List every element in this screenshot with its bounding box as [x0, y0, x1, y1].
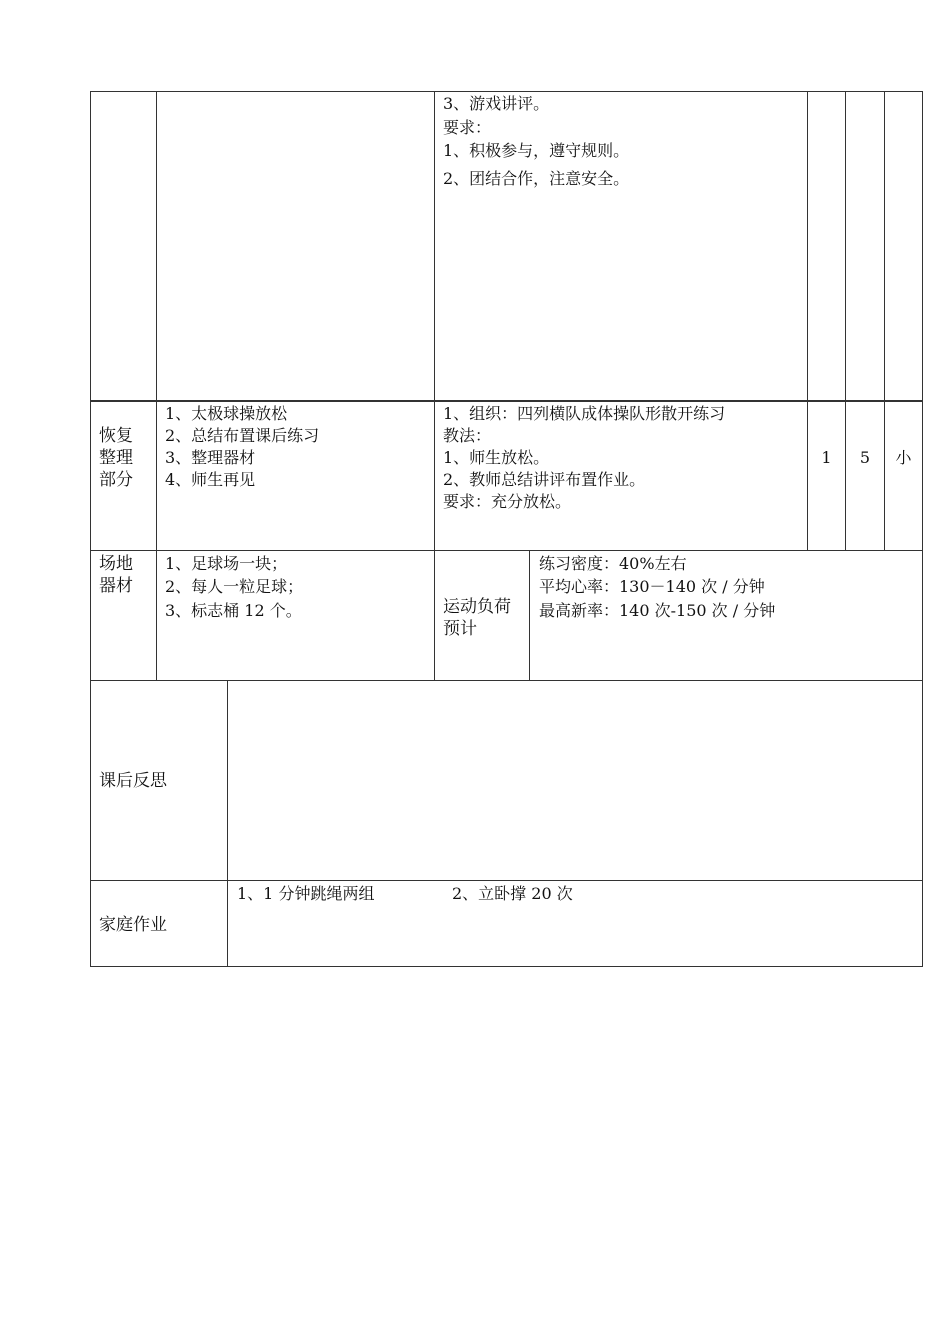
table-border: [90, 91, 922, 92]
recovery-intensity: 小: [895, 448, 912, 467]
recovery-count: 1: [821, 448, 832, 467]
recovery-label: 部分: [99, 470, 133, 490]
recovery-method-line: 2、教师总结讲评布置作业。: [443, 470, 646, 489]
recovery-label: 恢复: [99, 426, 133, 446]
table-border: [845, 91, 846, 550]
method-line: 2、团结合作，注意安全。: [443, 169, 630, 188]
venue-content-line: 2、每人一粒足球；: [165, 577, 304, 596]
table-border: [156, 91, 157, 680]
venue-content-line: 3、标志桶 12 个。: [165, 601, 302, 620]
load-label: 运动负荷: [443, 597, 511, 617]
recovery-method-line: 1、组织：四列横队成体操队形散开练习: [443, 404, 726, 423]
method-line: 1、积极参与，遵守规则。: [443, 141, 630, 160]
venue-label: 器材: [99, 576, 133, 596]
table-border: [90, 966, 922, 967]
homework-item: 2、立卧撑 20 次: [452, 884, 573, 903]
load-line: 练习密度：40%左右: [539, 554, 687, 573]
table-border: [90, 880, 922, 881]
table-border: [807, 91, 808, 550]
table-border: [90, 680, 922, 681]
homework-label: 家庭作业: [99, 915, 167, 935]
table-border: [227, 680, 228, 967]
load-line: 平均心率：130－140 次 / 分钟: [539, 577, 765, 596]
homework-item: 1、1 分钟跳绳两组: [237, 884, 375, 903]
method-line: 要求：: [443, 118, 492, 137]
recovery-content-line: 3、整理器材: [165, 448, 256, 467]
table-border: [90, 400, 922, 402]
load-label: 预计: [443, 619, 477, 639]
table-border: [90, 550, 922, 551]
table-border: [529, 550, 530, 680]
recovery-content-line: 1、太极球操放松: [165, 404, 288, 423]
recovery-label: 整理: [99, 448, 133, 468]
recovery-method-line: 1、师生放松。: [443, 448, 550, 467]
venue-label: 场地: [99, 554, 133, 574]
table-border: [884, 91, 885, 550]
table-border: [434, 91, 435, 680]
table-border: [922, 91, 923, 967]
method-line: 3、游戏讲评。: [443, 94, 550, 113]
venue-content-line: 1、足球场一块；: [165, 554, 288, 573]
table-border: [90, 91, 91, 967]
recovery-content-line: 4、师生再见: [165, 470, 256, 489]
recovery-method-line: 教法：: [443, 426, 492, 445]
recovery-minutes: 5: [859, 448, 871, 467]
recovery-method-line: 要求：充分放松。: [443, 492, 572, 511]
load-line: 最高新率：140 次-150 次 / 分钟: [539, 601, 776, 620]
reflection-label: 课后反思: [99, 771, 167, 791]
recovery-content-line: 2、总结布置课后练习: [165, 426, 320, 445]
